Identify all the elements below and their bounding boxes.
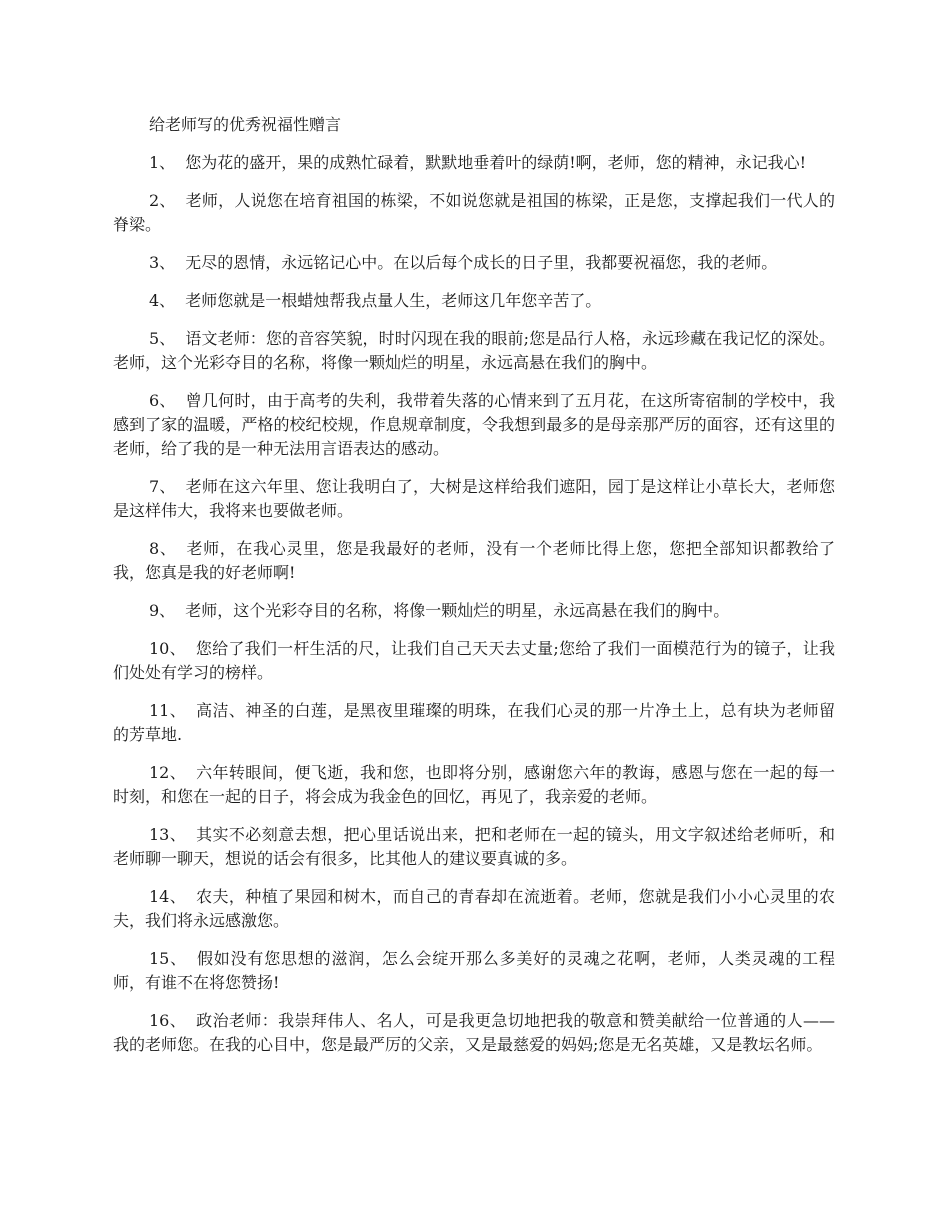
- paragraph-text: 老师，人说您在培育祖国的栋梁，不如说您就是祖国的栋梁，正是您，支撑起我们一代人的脊梁。: [113, 191, 835, 234]
- paragraph-text: 您给了我们一杆生活的尺，让我们自己天天去丈量;您给了我们一面模范行为的镜子，让我们处处有学习的榜样。: [113, 639, 835, 682]
- paragraph-number: 7、: [149, 477, 176, 496]
- paragraph: [113, 389, 835, 461]
- paragraph-number: 1、: [149, 153, 176, 172]
- paragraph: [113, 947, 835, 995]
- paragraph-number: 6、: [149, 391, 176, 410]
- paragraph: [113, 885, 835, 933]
- paragraph-text: 六年转眼间，便飞逝，我和您，也即将分别，感谢您六年的教诲，感恩与您在一起的每一时刻，和您在一起的日子，将会成为我金色的回忆，再见了，我亲爱的老师。: [113, 763, 835, 806]
- paragraph: [113, 637, 835, 685]
- paragraph-text: 无尽的恩情，永远铭记心中。在以后每个成长的日子里，我都要祝福您，我的老师。: [185, 253, 778, 272]
- paragraph-text: 老师在这六年里、您让我明白了，大树是这样给我们遮阳，园丁是这样让小草长大，老师您是这样伟大，我将来也要做老师。: [113, 477, 835, 520]
- paragraph-text: 政治老师：我崇拜伟人、名人，可是我更急切地把我的敬意和赞美献给一位普通的人——我的老师您。在我的心目中，您是最严厉的父亲，又是最慈爱的妈妈;您是无名英雄，又是教坛名师。: [113, 1011, 835, 1054]
- paragraph-number: 14、: [149, 887, 187, 906]
- paragraph-number: 11、: [149, 701, 187, 720]
- paragraph-text: 语文老师：您的音容笑貌，时时闪现在我的眼前;您是品行人格，永远珍藏在我记忆的深处。老师，这个光彩夺目的名称，将像一颗灿烂的明星，永远高悬在我们的胸中。: [113, 329, 835, 372]
- paragraph: [113, 1009, 835, 1057]
- document-title: 给老师写的优秀祝福性赠言: [149, 115, 342, 134]
- paragraph: [113, 289, 835, 313]
- document-body: [113, 113, 835, 1071]
- paragraph: [113, 699, 835, 747]
- paragraph-number: 5、: [149, 329, 176, 348]
- paragraph: [113, 189, 835, 237]
- paragraph-text: 曾几何时，由于高考的失利，我带着失落的心情来到了五月花，在这所寄宿制的学校中，我感到了家的温暖，严格的校纪校规，作息规章制度，令我想到最多的是母亲那严厉的面容，还有这里的老师，给了我的是一种无法用言语表达的感动。: [113, 391, 835, 458]
- paragraph-number: 16、: [149, 1011, 187, 1030]
- paragraph: [113, 823, 835, 871]
- paragraph-number: 2、: [149, 191, 176, 210]
- paragraph-number: 4、: [149, 291, 176, 310]
- paragraph: [113, 599, 835, 623]
- paragraph: [113, 761, 835, 809]
- paragraph: [113, 151, 835, 175]
- paragraph-number: 13、: [149, 825, 187, 844]
- paragraph: [113, 327, 835, 375]
- paragraph-number: 12、: [149, 763, 187, 782]
- paragraph-text: 老师您就是一根蜡烛帮我点量人生，老师这几年您辛苦了。: [185, 291, 602, 310]
- paragraph-number: 8、: [149, 539, 177, 558]
- paragraph-text: 其实不必刻意去想，把心里话说出来，把和老师在一起的镜头，用文字叙述给老师听，和老师聊一聊天，想说的话会有很多，比其他人的建议要真诚的多。: [113, 825, 835, 868]
- paragraph-text: 您为花的盛开，果的成熟忙碌着，默默地垂着叶的绿荫!啊，老师，您的精神，永记我心!: [185, 153, 807, 172]
- paragraph-number: 10、: [149, 639, 186, 658]
- paragraph: [113, 475, 835, 523]
- paragraph-text: 老师，在我心灵里，您是我最好的老师，没有一个老师比得上您，您把全部知识都教给了我，您真是我的好老师啊!: [113, 539, 835, 582]
- paragraph: [113, 537, 835, 585]
- paragraph-number: 9、: [149, 601, 176, 620]
- paragraph-number: 15、: [149, 949, 187, 968]
- paragraph: [113, 251, 835, 275]
- paragraph-number: 3、: [149, 253, 176, 272]
- paragraph-text: 假如没有您思想的滋润，怎么会绽开那么多美好的灵魂之花啊，老师，人类灵魂的工程师，有谁不在将您赞扬!: [113, 949, 835, 992]
- paragraph-text: 高洁、神圣的白莲，是黑夜里璀璨的明珠，在我们心灵的那一片净土上，总有块为老师留的芳草地.: [113, 701, 835, 744]
- paragraph-text: 农夫，种植了果园和树木，而自己的青春却在流逝着。老师，您就是我们小小心灵里的农夫，我们将永远感激您。: [113, 887, 835, 930]
- paragraph-text: 老师，这个光彩夺目的名称，将像一颗灿烂的明星，永远高悬在我们的胸中。: [185, 601, 730, 620]
